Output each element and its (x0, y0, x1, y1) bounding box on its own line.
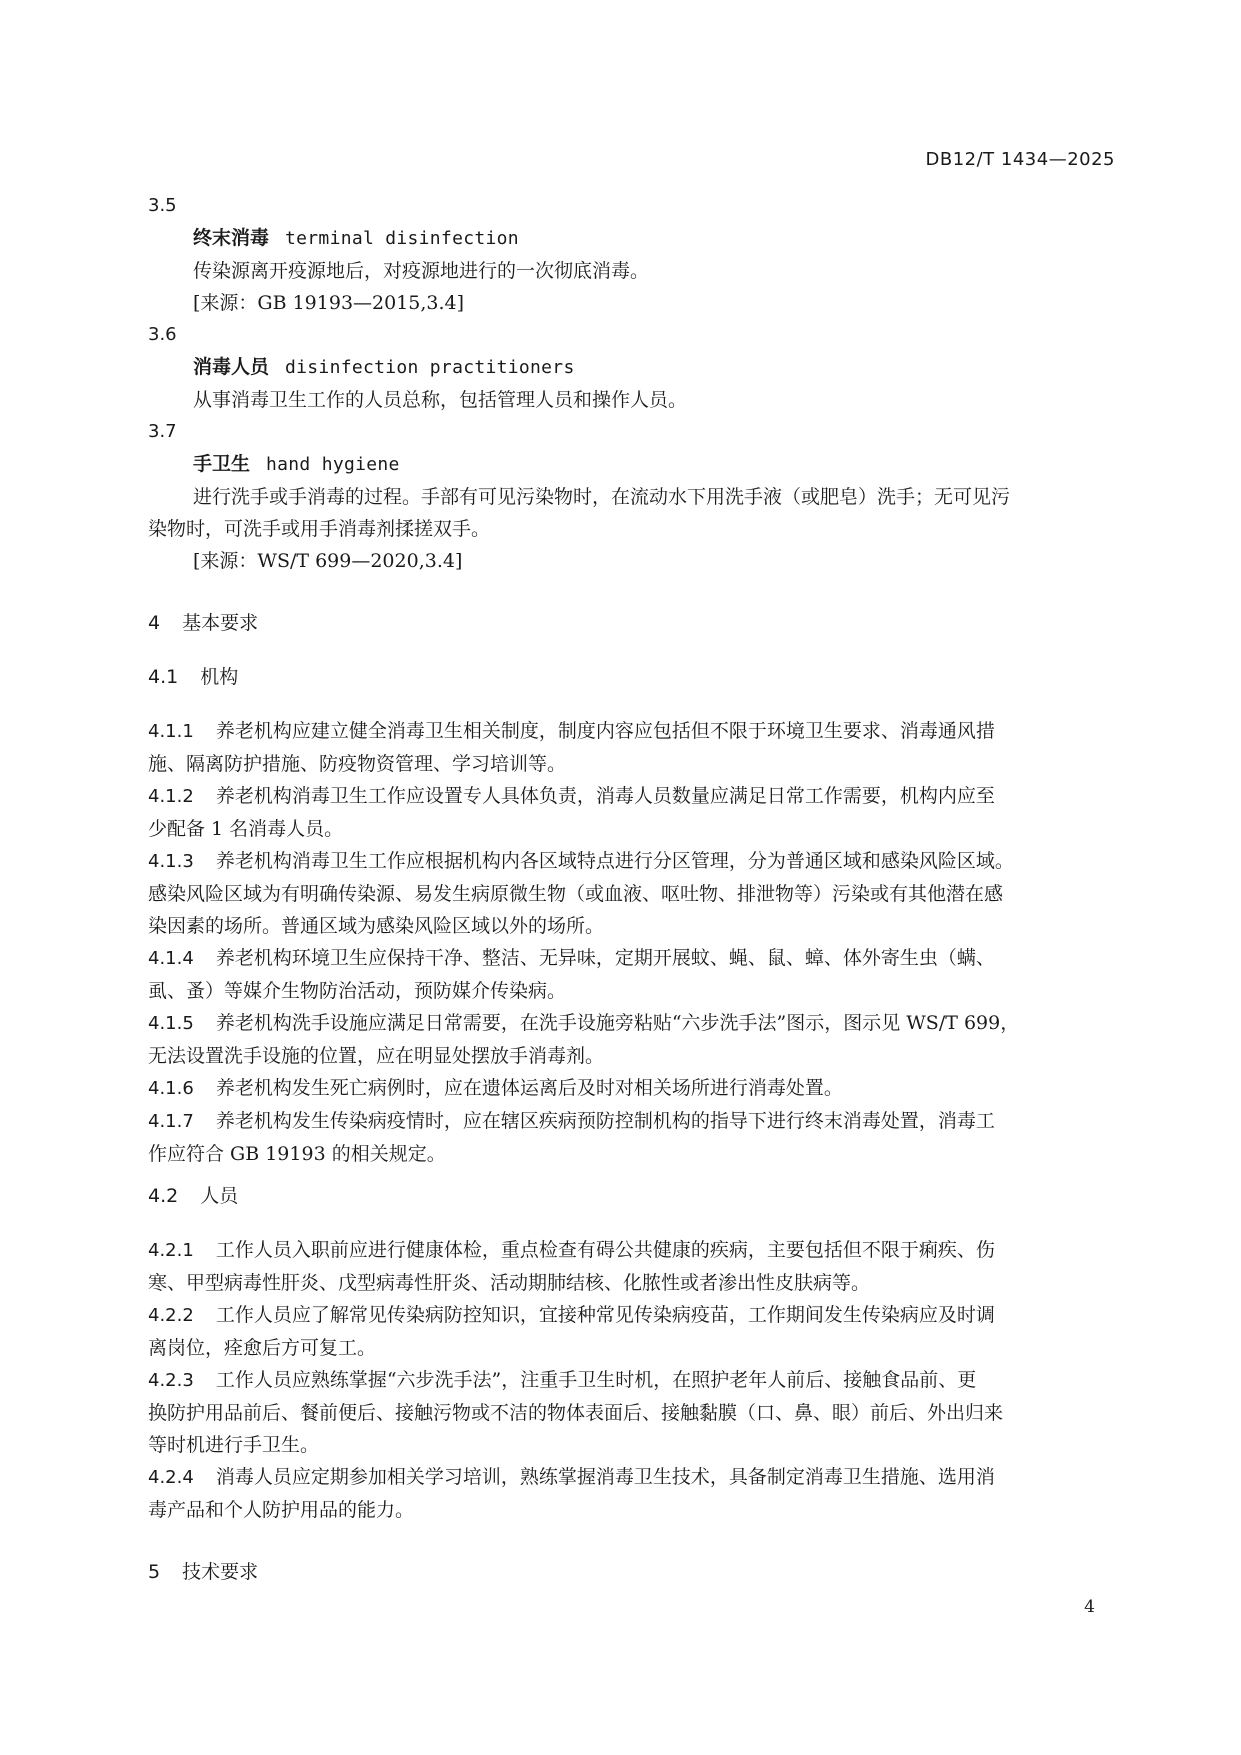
clause-text: 染因素的场所。普通区域为感染风险区域以外的场所。 (148, 915, 605, 937)
clause-number: 4.1.6 (148, 1078, 194, 1099)
section-number: 4 (148, 612, 161, 634)
clause-text: 养老机构环境卫生应保持干净、整洁、无异味，定期开展蚊、蝇、鼠、蟑、体外寄生虫（螨、 (215, 947, 995, 969)
subsection-title: 人员 (200, 1185, 239, 1207)
clause-text: 离岗位，痊愈后方可复工。 (148, 1337, 377, 1359)
clause-text: 等时机进行手卫生。 (148, 1434, 320, 1456)
term-chinese: 手卫生 (193, 453, 251, 475)
clause (148, 942, 1116, 1007)
clause-number: 4.1.4 (148, 948, 194, 969)
clause (148, 1007, 1116, 1072)
clause-text: 工作人员应熟练掌握“六步洗手法”，注重手卫生时机，在照护老年人前后、接触食品前、更 (215, 1369, 977, 1391)
term-source: [来源：GB 19193—2015,3.4] (193, 292, 465, 314)
clause (148, 1461, 1116, 1526)
clause (148, 1234, 1116, 1299)
section-number: 5 (148, 1561, 161, 1583)
clause-text: 养老机构消毒卫生工作应根据机构内各区域特点进行分区管理，分为普通区域和感染风险区域。 (215, 850, 1014, 872)
clause-text: 养老机构发生死亡病例时，应在遗体运离后及时对相关场所进行消毒处置。 (215, 1077, 843, 1099)
subsection-number: 4.1 (148, 666, 179, 688)
clause-text: 作应符合 GB 19193 的相关规定。 (148, 1143, 446, 1165)
term-number: 3.6 (148, 324, 177, 345)
clause-text: 工作人员应了解常见传染病防控知识，宜接种常见传染病疫苗，工作期间发生传染病应及时调 (215, 1304, 995, 1326)
subsection-title: 机构 (200, 666, 239, 688)
clause-number: 4.1.1 (148, 721, 194, 742)
term-chinese: 终末消毒 (193, 227, 270, 249)
clause-text: 工作人员入职前应进行健康体检，重点检查有碍公共健康的疾病，主要包括但不限于痢疾、伤 (215, 1239, 995, 1261)
clause-text: 换防护用品前后、餐前便后、接触污物或不洁的物体表面后、接触黏膜（口、鼻、眼）前后、外出归来 (148, 1402, 1004, 1424)
clause-number: 4.2.3 (148, 1370, 194, 1391)
document-body (148, 190, 1116, 1588)
term-english: hand hygiene (266, 454, 400, 475)
subsection-heading (148, 1180, 1116, 1212)
clause-text: 养老机构洗手设施应满足日常需要，在洗手设施旁粘贴“六步洗手法”图示，图示见 WS/T 699， (215, 1012, 1020, 1034)
term-definition: 从事消毒卫生工作的人员总称，包括管理人员和操作人员。 (193, 389, 688, 411)
clause-number: 4.1.5 (148, 1013, 194, 1034)
term-source: [来源：WS/T 699—2020,3.4] (193, 550, 463, 572)
clause (148, 1299, 1116, 1364)
clause-text: 虱、蚤）等媒介生物防治活动，预防媒介传染病。 (148, 980, 567, 1002)
term-heading (148, 448, 1116, 481)
term-chinese: 消毒人员 (193, 356, 270, 378)
clause-number: 4.2.2 (148, 1305, 194, 1326)
clause-text: 感染风险区域为有明确传染源、易发生病原微生物（或血液、呕吐物、排泄物等）污染或有其他潜在感 (148, 883, 1004, 905)
clause-text: 施、隔离防护措施、防疫物资管理、学习培训等。 (148, 753, 567, 775)
clause-text: 寒、甲型病毒性肝炎、戊型病毒性肝炎、活动期肺结核、化脓性或者渗出性皮肤病等。 (148, 1272, 871, 1294)
clause-number: 4.1.3 (148, 851, 194, 872)
term-number: 3.7 (148, 421, 177, 442)
clause-text: 养老机构应建立健全消毒卫生相关制度，制度内容应包括但不限于环境卫生要求、消毒通风措 (215, 720, 995, 742)
clause-text: 无法设置洗手设施的位置，应在明显处摆放手消毒剂。 (148, 1045, 605, 1067)
term-definition: 进行洗手或手消毒的过程。手部有可见污染物时，在流动水下用洗手液（或肥皂）洗手；无可见污 (193, 486, 1011, 508)
section-title: 技术要求 (182, 1561, 259, 1583)
clause (148, 1364, 1116, 1461)
clause (148, 780, 1116, 845)
section-heading (148, 607, 1116, 639)
clause (148, 1072, 1116, 1105)
clause-text: 养老机构发生传染病疫情时，应在辖区疾病预防控制机构的指导下进行终末消毒处置，消毒工 (215, 1110, 995, 1132)
clause-text: 养老机构消毒卫生工作应设置专人具体负责，消毒人员数量应满足日常工作需要，机构内应至 (215, 785, 995, 807)
term-definition: 传染源离开疫源地后，对疫源地进行的一次彻底消毒。 (193, 260, 650, 282)
term-english: terminal disinfection (285, 228, 519, 249)
section-heading (148, 1556, 1116, 1588)
clause-number: 4.2.4 (148, 1467, 194, 1488)
clause-text: 消毒人员应定期参加相关学习培训，熟练掌握消毒卫生技术，具备制定消毒卫生措施、选用消 (215, 1466, 995, 1488)
clause-text: 毒产品和个人防护用品的能力。 (148, 1499, 415, 1521)
clause-number: 4.1.7 (148, 1111, 194, 1132)
clause (148, 715, 1116, 780)
subsection-heading (148, 661, 1116, 693)
clause-number: 4.1.2 (148, 786, 194, 807)
term-heading (148, 222, 1116, 255)
term-english: disinfection practitioners (285, 357, 575, 378)
term-number: 3.5 (148, 195, 177, 216)
clause (148, 845, 1116, 942)
term-heading (148, 351, 1116, 384)
clause-text: 少配备 1 名消毒人员。 (148, 818, 344, 840)
section-title: 基本要求 (182, 612, 259, 634)
term-definition-cont: 染物时，可洗手或用手消毒剂揉搓双手。 (148, 518, 491, 540)
clause (148, 1105, 1116, 1170)
subsection-number: 4.2 (148, 1185, 179, 1207)
page-number: 4 (1084, 1597, 1095, 1617)
document-id: DB12/T 1434—2025 (925, 149, 1115, 170)
clause-number: 4.2.1 (148, 1240, 194, 1261)
